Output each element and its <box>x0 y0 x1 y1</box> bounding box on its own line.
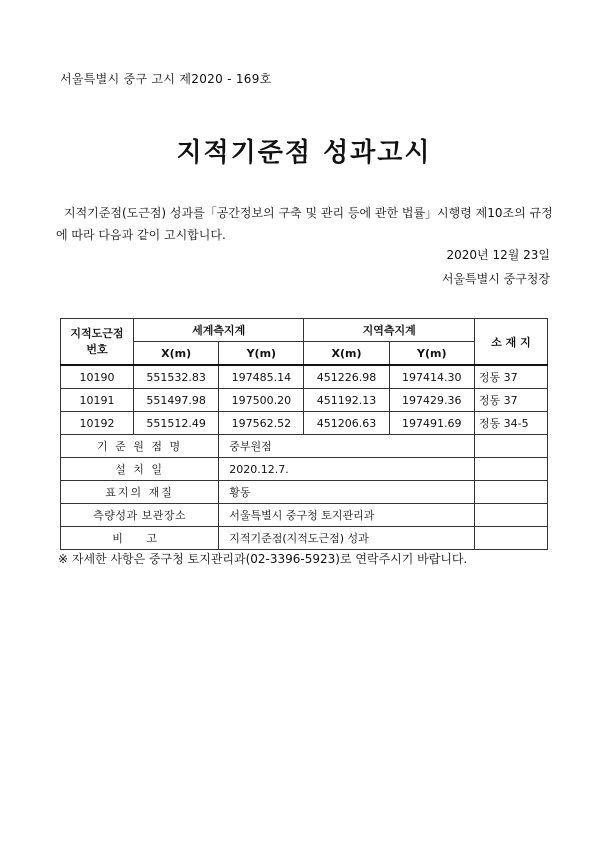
location-value: 정동 37 <box>474 389 547 412</box>
info-label: 표지의 재질 <box>61 481 219 504</box>
header-world-y: Y(m) <box>219 342 304 366</box>
info-value: 2020.12.7. <box>219 458 475 481</box>
info-label: 설 치 일 <box>61 458 219 481</box>
header-world-coords: 세계측지계 <box>134 319 304 342</box>
notice-date: 2020년 12월 23일 <box>446 248 550 262</box>
info-row-storage <box>61 504 548 527</box>
info-empty-cell <box>474 435 547 458</box>
location-value: 정동 37 <box>474 365 547 389</box>
world-y-value: 197562.52 <box>219 412 304 435</box>
local-y-value: 197429.36 <box>389 389 474 412</box>
local-y-value: 197414.30 <box>389 365 474 389</box>
point-id: 10190 <box>61 365 134 389</box>
info-value: 황동 <box>219 481 475 504</box>
header-location: 소 재 지 <box>474 319 547 366</box>
info-row-origin <box>61 435 548 458</box>
table-row <box>61 389 548 412</box>
table-header-row <box>61 319 548 342</box>
header-id-line1: 지적도근점 <box>70 326 124 340</box>
page-title: 지적기준점 성과고시 <box>176 138 432 168</box>
header-id-column <box>61 319 134 366</box>
local-x-value: 451206.63 <box>304 412 389 435</box>
header-local-y: Y(m) <box>389 342 474 366</box>
header-local-x: X(m) <box>304 342 389 366</box>
info-value: 지적기준점(지적도근점) 성과 <box>219 527 475 550</box>
header-local-coords: 지역측지계 <box>304 319 474 342</box>
local-y-value: 197491.69 <box>389 412 474 435</box>
issuer-name: 서울특별시 중구청장 <box>441 272 550 286</box>
location-value: 정동 34-5 <box>474 412 547 435</box>
table-row <box>61 412 548 435</box>
table-row <box>61 365 548 389</box>
point-id: 10192 <box>61 412 134 435</box>
notice-body-text: 지적기준점(도근점) 성과를「공간정보의 구축 및 관리 등에 관한 법률」시행령 제10조의 규정에 따라 다음과 같이 고시합니다. <box>56 206 553 242</box>
world-x-value: 551512.49 <box>134 412 219 435</box>
control-point-table <box>60 318 548 550</box>
contact-footnote: ※ 자세한 사항은 중구청 토지관리과(02-3396-5923)로 연락주시기 바랍니다. <box>58 552 468 566</box>
world-x-value: 551532.83 <box>134 365 219 389</box>
world-x-value: 551497.98 <box>134 389 219 412</box>
local-x-value: 451192.13 <box>304 389 389 412</box>
info-empty-cell <box>474 527 547 550</box>
point-id: 10191 <box>61 389 134 412</box>
world-y-value: 197500.20 <box>219 389 304 412</box>
info-value: 서울특별시 중구청 토지관리과 <box>219 504 475 527</box>
info-empty-cell <box>474 458 547 481</box>
info-value: 중부원점 <box>219 435 475 458</box>
info-empty-cell <box>474 504 547 527</box>
world-y-value: 197485.14 <box>219 365 304 389</box>
info-row-material <box>61 481 548 504</box>
info-row-remarks <box>61 527 548 550</box>
info-row-install-date <box>61 458 548 481</box>
local-x-value: 451226.98 <box>304 365 389 389</box>
info-label: 측량성과 보관장소 <box>61 504 219 527</box>
info-label: 기 준 원 점 명 <box>61 435 219 458</box>
info-empty-cell <box>474 481 547 504</box>
notice-number: 서울특별시 중구 고시 제2020 - 169호 <box>60 72 272 86</box>
info-label: 비 고 <box>61 527 219 550</box>
header-world-x: X(m) <box>134 342 219 366</box>
header-id-line2: 번호 <box>86 342 108 356</box>
